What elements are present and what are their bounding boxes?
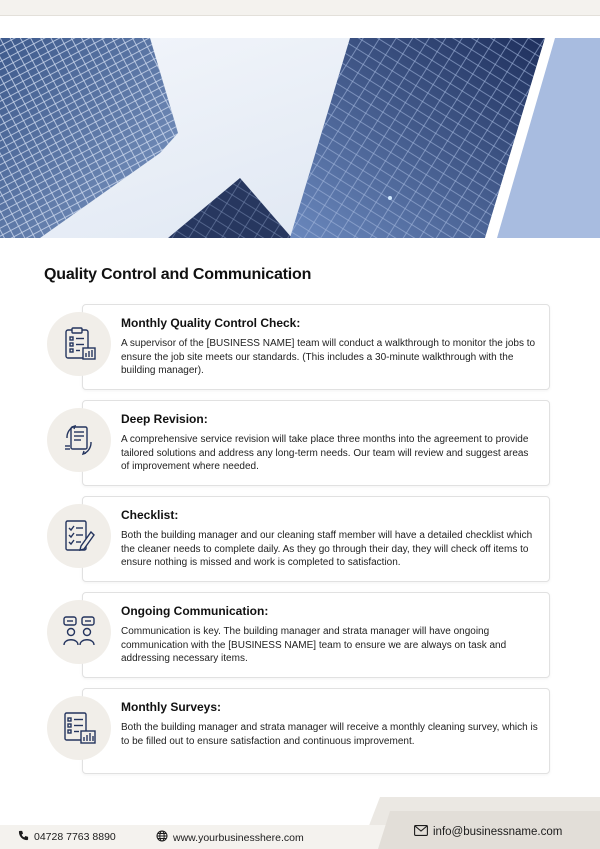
card-monthly-surveys xyxy=(82,688,550,774)
people-chat-icon xyxy=(47,600,111,664)
survey-chart-icon xyxy=(47,696,111,760)
card-heading: Checklist: xyxy=(121,508,179,522)
footer-website[interactable] xyxy=(156,830,304,845)
card-body: Both the building manager and our cleaning staff member will have a detailed checklist which the cleaner needs to complete daily. As they go through their day, they will check off items to ensure nothing is missed and work is completed to satisfaction. xyxy=(121,530,533,568)
card-checklist xyxy=(82,496,550,582)
email-address: info@businessname.com xyxy=(433,826,563,838)
card-deep-revision xyxy=(82,400,550,486)
card-heading: Monthly Quality Control Check: xyxy=(121,316,301,330)
phone-number: 04728 7763 8890 xyxy=(34,831,116,843)
top-strip xyxy=(0,0,600,16)
website-url: www.yourbusinesshere.com xyxy=(173,831,304,844)
card-quality-check xyxy=(82,304,550,390)
card-body: Communication is key. The building manager and strata manager will have ongoing communication with the [BUSINESS NAME] team to ensure we are always on task and addressing necessary items. xyxy=(121,626,507,664)
footer-email[interactable] xyxy=(414,825,562,839)
card-ongoing-communication xyxy=(82,592,550,678)
card-heading: Monthly Surveys: xyxy=(121,700,222,714)
card-body: Both the building manager and strata manager will receive a monthly cleaning survey, which is to be filled out to ensure satisfaction and continuous improvement. xyxy=(121,722,538,747)
section-title: Quality Control and Communication xyxy=(44,266,312,283)
card-heading: Deep Revision: xyxy=(121,412,208,426)
hero-image xyxy=(0,38,600,238)
card-body: A comprehensive service revision will take place three months into the agreement to provide tailored solutions and address any long-term needs. Our team will review and suggest areas of improvement where needed. xyxy=(121,434,529,472)
card-body: A supervisor of the [BUSINESS NAME] team will conduct a walkthrough to monitor the jobs to ensure the job site meets our standards. (This includes a 30-minute walkthrough with the building manager). xyxy=(121,338,536,376)
phone-icon xyxy=(18,830,29,844)
envelope-icon xyxy=(414,825,428,839)
checklist-pen-icon xyxy=(47,504,111,568)
clipboard-chart-icon xyxy=(47,312,111,376)
card-heading: Ongoing Communication: xyxy=(121,604,269,618)
globe-icon xyxy=(156,830,168,845)
document-refresh-icon xyxy=(47,408,111,472)
footer-phone[interactable] xyxy=(18,830,116,844)
